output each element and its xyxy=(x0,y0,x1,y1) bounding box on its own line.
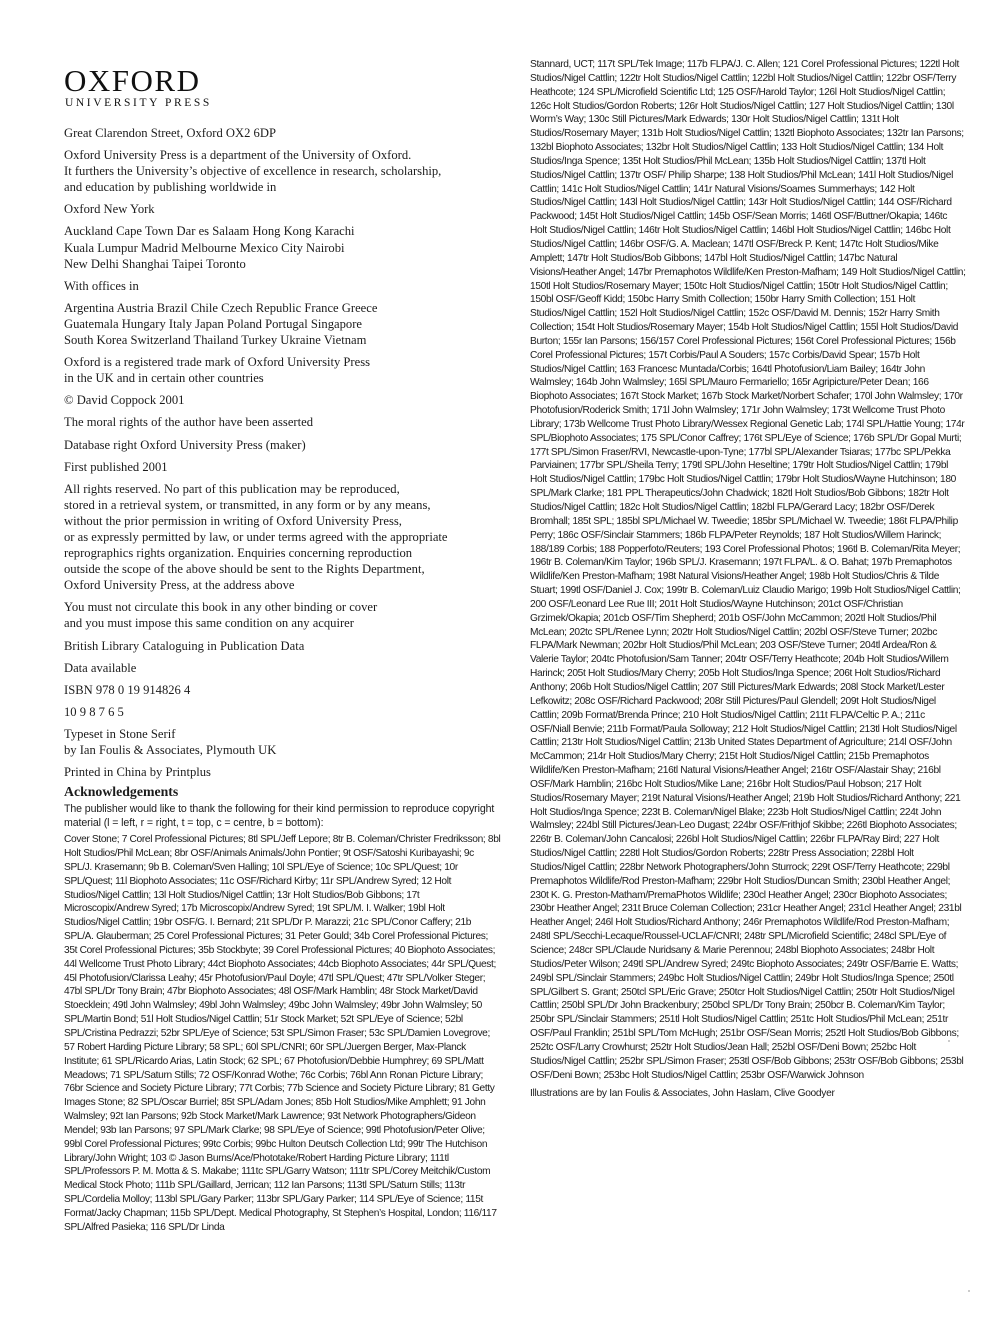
right-column xyxy=(530,58,966,1101)
circulation-condition: You must not circulate this book in any other binding or cover and you must impose this same condition on any acquirer xyxy=(64,600,378,631)
print-line: 10 9 8 7 6 5 xyxy=(64,704,124,719)
typeset-credit: Typeset in Stone Serif by Ian Foulis & Associates, Plymouth UK xyxy=(64,726,277,757)
logo-subtitle: UNIVERSITY PRESS xyxy=(65,97,212,109)
copyright-notice: © David Coppock 2001 xyxy=(64,393,185,408)
photo-credits-right: Stannard, UCT; 117t SPL/Tek Image; 117b FLPA/J. C. Allen; 121 Corel Professional Pictures; 122tl Holt Studios/Nigel Cattlin; 122tr Holt Studios/Nigel Cattlin; 122bl Holt Studios/Nigel Cattlin; 122br OSF/Terry Heathcote; 124 SPL/Microfield Scientific Ltd; 125 OSF/Harold Taylor; 126l Holt Studios/Nigel Cattlin; 126c Holt Studios/Gordon Roberts; 126r Holt Studios/Nigel Cattlin; 127 Holt Studios/Nigel Cattlin; 130l Worm’s Way; 130c Still Pictures/Mark Edwards; 130r Holt Studios/Nigel Cattlin; 131t Holt Studios/Rosemary Mayer; 131b Holt Studios/Nigel Cattlin; 132tl Biophoto Associates; 132tr Ian Parsons; 132bl Biophoto Associates; 132br Holt Studios/Nigel Cattlin; 133 Holt Studios/Nigel Cattlin; 134 Holt Studios/Inga Spence; 135t Holt Studios/Phil McLean; 135b Holt Studios/Nigel Cattlin; 137tl Holt Studios/Nigel Cattlin; 137tr OSF/ Philip Sharpe; 138 Holt Studios/Phil McLean; 141l Holt Studios/Nigel Cattlin; 141c Holt Studios/Nigel Cattlin; 141r Natural Visions/Soames Summerhays; 142 Holt Studios/Nigel Cattlin; 143l Holt Studios/Nigel Cattlin; 143r Holt Studios/Nigel Cattlin; 144 OSF/Richard Packwood; 145t Holt Studios/Nigel Cattlin; 145b OSF/Sean Morris; 146tl OSF/Buttner/Okapia; 146tc Holt Studios/Nigel Cattlin; 146tr Holt Studios/Nigel Cattlin; 146bl Holt Studios/Nigel Cattlin; 146bc Holt Studios/Nigel Cattlin; 146br OSF/G. A. Maclean; 147tl OSF/Breck P. Kent; 147tc Holt Studios/Mike Amplett; 147tr Holt Studios/Bob Gibbons; 147bl Holt Studios/Nigel Cattlin; 147bc Natural Visions/Heather Angel; 147br Premaphotos Wildlife/Ken Preston-Mafham; 149 Holt Studios/Nigel Cattlin; 150tl Holt Studios/Rosemary Mayer; 150tc Holt Studios/Nigel Cattlin; 150tr Holt Studios/Nigel Cattlin; 150bl OSF/Geoff Kidd; 150bc Harry Smith Collection; 150br Harry Smith Collection; 151 Holt Studios/Nigel Cattlin; 152l Holt Studios/Nigel Cattlin; 152c OSF/David M. Dennis; 152r Harry Smith Collection; 154t Holt Studios/Rosemary Mayer; 154b Holt Studios/Nigel Cattlin; 155l Holt Studios/David Burton; 155r Ian Parsons; 156/157 Corel Professional Pictures; 156t Corel Professional Pictures; 156b Corel Professional Pictures; 157t Corbis/Paul A Souders; 157c Corbis/David Spear; 157b Holt Studios/Nigel Cattlin; 163 Francesc Muntada/Corbis; 164tl Photofusion/Liam Bailey; 164tr John Walmsley; 164b John Walmsley; 165l SPL/Mauro Fermariello; 165r Agripicture/Peter Dean; 166 Biophoto Associates; 167t Stock Market; 167b Stock Market/Norbert Schafer; 170l John Walmsley; 170r Photofusion/Roderick Smith; 171l John Walmsley; 171r John Walmsley; 173t Wellcome Trust Photo Library; 173b Wellcome Trust Photo Library/Wessex Regional Genetic Lab; 174l SPL/Hattie Young; 174r SPL/Biophoto Associates; 175 SPL/Conor Caffrey; 176t SPL/Eye of Science; 176b SPL/Dr Gopal Murti; 177t SPL/Simon Fraser/RVI, Newcastle-upon-Tyne; 177bl SPL/Alexander Tsiaras; 177bc SPL/Pekka Parviainen; 177br SPL/Sheila Terry; 179tl SPL/John Heseltine; 179tr Holt Studios/Nigel Cattlin; 179bl Holt Studios/Nigel Cattlin; 179bc Holt Studios/Nigel Cattlin; 179br Holt Studios/Wayne Hutchinson; 180 SPL/Mark Clarke; 181 PPL Therapeutics/John Chadwick; 182tl Holt Studios/Bob Gibbons; 182tr Holt Studios/Nigel Cattlin; 182c Holt Studios/Nigel Cattlin; 182bl FLPA/Gerard Lacy; 182br OSF/Derek Bromhall; 185t SPL; 185bl SPL/Michael W. Tweedie; 185br SPL/Michael W. Tweedie; 186t FLPA/Philip Perry; 186c OSF/Sinclair Stammers; 186b FLPA/Peter Reynolds; 187 Holt Studios/Willem Harinck; 188/189 Corbis; 188 Popperfoto/Reuters; 193 Corel Professional Photos; 196tl B. Coleman/Rita Meyer; 196tr B. Coleman/Kim Taylor; 196b SPL/J. Krasemann; 197t FLPA/L. & O. Bahat; 197b Premaphotos Wildlife/Ken Preston-Mafham; 198t Natural Visions/Heather Angel; 198b Holt Studios/Chris & Tilde Stuart; 199tl OSF/Daniel J. Cox; 199tr B. Coleman/Luiz Claudio Marigo; 199b Holt Studios/Nigel Cattlin; 200 OSF/Leonard Lee Rue III; 201t Holt Studios/Wayne Hutchinson; 201ct OSF/Christian Grzimek/Okapia; 201cb OSF/Tim Shepherd; 201b OSF/John McCammon; 202tl Holt Studios/Phil McLean; 202tc SPL/Renee Lynn; 202tr Holt Studios/Nigel Cattlin; 202bl OSF/Steve Turner; 202bc FLPA/Mark Newman; 202br Holt Studios/Phil McLean; 203 OSF/Steve Turner; 204tl Ardea/Ron & Valerie Taylor; 204tc Photofusion/Sam Tanner; 204tr OSF/Terry Heathcote; 204b Holt Studios/Willem Harinck; 205t Holt Studios/Mary Cherry; 205b Holt Studios/Inga Spence; 206t Holt Studios/Richard Anthony; 206b Holt Studios/Nigel Cattlin; 207 Still Pictures/Mark Edwards; 208l Stock Market/Lester Lefkowitz; 208c OSF/Richard Packwood; 208r Still Pictures/Paul Glendell; 209t Holt Studios/Nigel Cattlin; 209b Format/Brenda Prince; 210 Holt Studios/Nigel Cattlin; 211t FLPA/Celtic P. A.; 211c OSF/Niall Benvie; 211b Format/Paula Solloway; 212 Holt Studios/Nigel Cattlin; 213tl Holt Studios/Nigel Cattlin; 213tr Holt Studios/Nigel Cattlin; 213b United States Department of Agriculture; 214l OSF/John McCammon; 214r Holt Studios/Mary Cherry; 215t Holt Studios/Nigel Cattlin; 215b Premaphotos Wildlife/Ken Preston-Mafham; 216tl Natural Visions/Heather Angel; 216tr OSF/Alastair Shay; 216bl OSF/Mark Hamblin; 216bc Holt Studios/Mike Lane; 216br Holt Studios/Paul Hobson; 217 Holt Studios/Rosemary Mayer; 219t Natural Visions/Heather Angel; 219b Holt Studios/Richard Anthony; 221 Holt Studios/Inga Spence; 223t B. Coleman/Nigel Blake; 223b Holt Studios/Nigel Cattlin; 224t John Walmsley; 224bl Still Pictures/Jean-Leo Dugast; 224br OSF/Frithjof Skibbe; 226tl Biophoto Associates; 226tr B. Coleman/John Cancalosi; 226bl Holt Studios/Nigel Cattlin; 226br FLPA/Ray Bird; 227 Holt Studios/Nigel Cattlin; 228tl Holt Studios/Gordon Roberts; 228tr Press Association; 228bl Holt Studios/Nigel Cattlin; 228br Network Photographers/John Sturrock; 229t OSF/Terry Heathcote; 229bl Premaphotos Wildlife/Rod Preston-Mafham; 229br Holt Studios/Duncan Smith; 230bl Heather Angel; 230t K. G. Preston-Matham/PremaPhotos Wildlife; 230cl Heather Angel; 230cr Biophoto Associates; 230br Heather Angel; 231t Bruce Coleman Collection; 231cr Heather Angel; 231cl Heather Angel; 231bl Heather Angel; 246l Holt Studios/Richard Anthony; 246r Premaphotos Wildlife/Rod Preston-Mafham; 248tl SPL/Secchi-Lecaque/Roussel-UCLAF/CNRI; 248tr SPL/Microfield Scientific; 248cl SPL/Eye of Science; 248cr SPL/Claude Nuridsany & Marie Perennou; 248bl Biophoto Associates; 248br Holt Studios/Peter Wilson; 249tl SPL/Andrew Syred; 249tc Biophoto Associates; 249tr OSF/Barrie E. Watts; 249bl SPL/Sinclair Stammers; 249bc Holt Studios/Nigel Cattlin; 249br Holt Studios/Inga Spence; 250tl SPL/Gilbert S. Grant; 250tcl SPL/Eric Grave; 250tcr Holt Studios/Nigel Cattlin; 250tr Holt Studios/Nigel Cattlin; 250bl SPL/Dr John Brackenbury; 250bcl SPL/Dr Tony Brain; 250bcr B. Coleman/Kim Taylor; 250br SPL/Sinclair Stammers; 251tl Holt Studios/Nigel Cattlin; 251tc Holt Studios/Phil McLean; 251tr OSF/Paul Franklin; 251bl SPL/Tom McHugh; 251br OSF/Sean Morris; 252tl Holt Studios/Bob Gibbons; 252tc OSF/Larry Crowhurst; 252tr Holt Studios/Jean Hall; 252bl OSF/Deni Bown; 252bc Holt Studios/Nigel Cattlin; 252br SPL/Simon Fraser; 253tl OSF/Bob Gibbons; 253tr OSF/Bob Gibbons; 253bl OSF/Deni Bown; 253bc Holt Studios/Nigel Cattlin; 253br OSF/Warwick Johnson xyxy=(530,59,966,1081)
publisher-address: Great Clarendon Street, Oxford OX2 6DP xyxy=(64,126,276,140)
offices-heading: With offices in xyxy=(64,278,139,293)
main-offices: Oxford New York xyxy=(64,202,155,217)
paper-speck xyxy=(968,1290,970,1292)
database-right: Database right Oxford University Press (maker) xyxy=(64,437,306,452)
acknowledgements-heading: Acknowledgements xyxy=(64,784,179,800)
oup-logo xyxy=(64,63,502,110)
printer-credit: Printed in China by Printplus xyxy=(64,765,211,780)
cip-heading: British Library Cataloguing in Publication Data xyxy=(64,638,305,653)
rights-reserved: All rights reserved. No part of this publication may be reproduced, stored in a retrieval system, or transmitted, in any form or by any means, without the prior permission in writing of Oxford University Press, or as expressly permitted by law, or under terms agreed with the appropriate reprographics rights organization. Enquiries concerning reproduction outside the scope of the above should be sent to the Rights Department, Oxford University Press, at the address above xyxy=(64,481,448,593)
left-column xyxy=(64,63,502,1235)
logo-wordmark: OXFORD xyxy=(64,63,201,98)
oup-mission: Oxford University Press is a department of the University of Oxford. It furthers the University’s objective of excellence in research, scholarship, and education by publishing worldwide in xyxy=(64,148,442,195)
illustrations-credit: Illustrations are by Ian Foulis & Associates, John Haslam, Clive Goodyer xyxy=(530,1088,835,1100)
cities-list: Auckland Cape Town Dar es Salaam Hong Kong Karachi Kuala Lumpur Madrid Melbourne Mexico City Nairobi New Delhi Shanghai Taipei Toronto xyxy=(64,224,355,271)
countries-list: Argentina Austria Brazil Chile Czech Republic France Greece Guatemala Hungary Italy Japan Poland Portugal Singapore South Korea Switzerland Thailand Turkey Ukraine Vietnam xyxy=(64,300,378,348)
photo-credits-left: Cover Stone; 7 Corel Professional Pictures; 8tl SPL/Jeff Lepore; 8tr B. Coleman/Christer Fredriksson; 8bl Holt Studios/Phil McLean; 8br OSF/Animals Animals/John Pontier; 9t OSF/Satoshi Kuribayashi; 9c SPL/J. Krasemann; 9b B. Coleman/Sven Halling; 10l SPL/Eye of Science; 10c SPL/Quest; 10r SPL/Quest; 11l Biophoto Associates; 11c OSF/Richard Kirby; 11r SPL/Andrew Syred; 12 Holt Studios/Nigel Cattlin; 13l Holt Studios/Nigel Cattlin; 13r Holt Studios/Bob Gibbons; 17t Microscopix/Andrew Syred; 17b Microscopix/Andrew Syred; 19t SPL/M. I. Walker; 19bl Holt Studios/Nigel Cattlin; 19br OSF/G. I. Bernard; 21t SPL/Dr P. Marazzi; 21c SPL/Conor Caffery; 21b SPL/A. Glauberman; 25 Corel Professional Pictures; 31 Peter Gould; 34b Corel Professional Pictures; 35t Corel Professional Pictures; 35b Stockbyte; 39 Corel Professional Pictures; 40 Biophoto Associates; 44l Wellcome Trust Photo Library; 44ct Biophoto Associates; 44cb Biophoto Associates; 44r SPL/Quest; 45l Photofusion/Clarissa Leahy; 45r Photofusion/Paul Doyle; 47tl SPL/Quest; 47tr SPL/Volker Steger; 47bl SPL/Dr Tony Brain; 47br Biophoto Associates; 48l OSF/Mark Hamblin; 48r Stock Market/David Stoecklein; 49tl John Walmsley; 49bl John Walmsley; 49bc John Walmsley; 49br John Walmsley; 50 SPL/Martin Bond; 51l Holt Studios/Nigel Cattlin; 51r Stock Market; 52t SPL/Eye of Science; 52bl SPL/Cristina Pedrazzi; 52br SPL/Eye of Science; 53t SPL/Simon Fraser; 53c SPL/Damien Lovegrove; 57 Robert Harding Picture Library; 58 SPL; 60l SPL/CNRI; 60r SPL/Juergen Berger, Max-Planck Institute; 61 SPL/Ricardo Arias, Latin Stock; 62 SPL; 67 Photofusion/Debbie Humphrey; 69 SPL/Matt Meadows; 71 SPL/Saturn Stills; 72 OSF/Konrad Wothe; 76c Corbis; 76bl Ann Ronan Picture Library; 76br Science and Society Picture Library; 77t Corbis; 77b Science and Society Picture Library; 81 Getty Images Stone; 82 SPL/Oscar Burriel; 85t SPL/Adam Jones; 85b Holt Studios/Mike Amphlett; 91 John Walmsley; 92t Ian Parsons; 92b Stock Market/Mark Lawrence; 93t Network Photographers/Gideon Mendel; 93b Ian Parsons; 97 SPL/Mark Clarke; 98 SPL/Eye of Science; 99tl Photofusion/Peter Olive; 99bl Corel Professional Pictures; 99tc Corbis; 99bc Hulton Deutsch Collection Ltd; 99tr The Hutchison Library/John Wright; 103 © Jason Burns/Ace/Phototake/Robert Harding Picture Library; 111tl SPL/Professors P. M. Motta & S. Makabe; 111tc SPL/Garry Watson; 111tr SPL/Corey Meitchik/Custom Medical Stock Photo; 111b SPL/Gaillard, Jerrican; 112 Ian Parsons; 113tl SPL/Saturn Stills; 113tr SPL/Cordelia Molloy; 113bl SPL/Gary Parker; 113br SPL/Gary Parker; 114 SPL/Eye of Science; 115t Format/Jacky Chapman; 115b SPL/Dept. Medical Photography, St Stephen’s Hospital, London; 116/117 SPL/Alfred Pasieka; 116 SPL/Dr Linda xyxy=(64,834,501,1233)
isbn: ISBN 978 0 19 914826 4 xyxy=(64,682,191,697)
trademark-notice: Oxford is a registered trade mark of Oxford University Press in the UK and in certain other countries xyxy=(64,355,371,386)
first-published: First published 2001 xyxy=(64,459,168,474)
cip-data: Data available xyxy=(64,660,137,675)
moral-rights: The moral rights of the author have been asserted xyxy=(64,415,313,430)
acknowledgements-intro: The publisher would like to thank the following for their kind permission to reproduce copyright material (l = left, r = right, t = top, c = centre, b = bottom): xyxy=(64,803,495,829)
paper-speck xyxy=(948,1040,950,1042)
